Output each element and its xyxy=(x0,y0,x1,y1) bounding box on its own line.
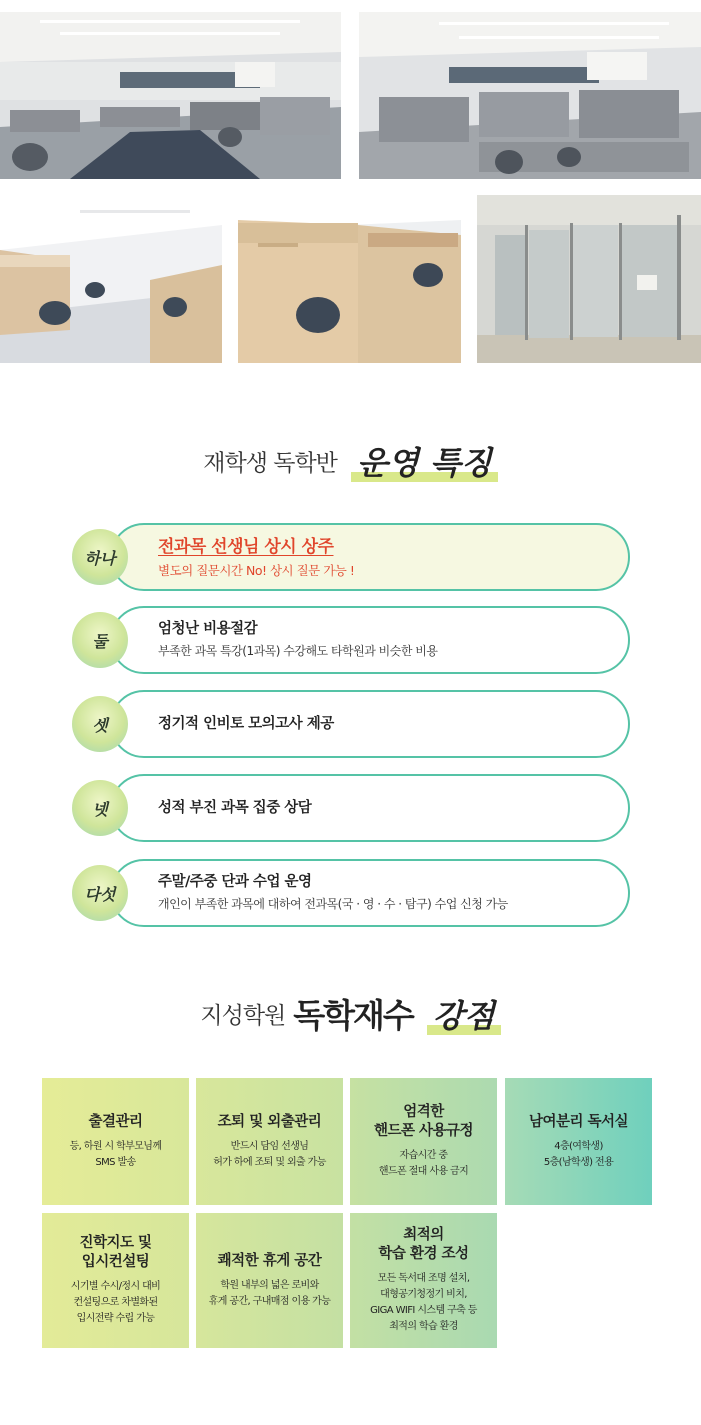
feature-subtitle: 별도의 질문시간 No! 상시 질문 가능 ! xyxy=(158,562,355,578)
strength-tile-environment xyxy=(350,1213,497,1348)
tile-title: 엄격한 핸드폰 사용규정 xyxy=(373,1104,474,1139)
strength-tile-separated-rooms xyxy=(505,1078,652,1205)
feature-badge: 하나 xyxy=(72,529,128,585)
tile-desc: 시기별 수시/정시 대비 컨설팅으로 차별화된 입시전략 수립 가능 xyxy=(70,1281,161,1324)
study-room-photo-3 xyxy=(0,195,222,363)
feature-title: 정기적 인비토 모의고사 제공 xyxy=(158,715,334,732)
strength-tile-consulting xyxy=(42,1213,189,1348)
heading-highlight: 강점 xyxy=(427,991,501,1037)
study-room-photo-1 xyxy=(0,12,341,179)
feature-subtitle: 개인이 부족한 과목에 대하여 전과목(국 · 영 · 수 · 탐구) 수업 신청 가능 xyxy=(158,897,508,911)
strength-tile-lounge xyxy=(196,1213,343,1348)
heading-prefix: 재학생 독학반 xyxy=(203,450,337,477)
tile-desc: 학원 내부의 넓은 로비와 휴게 공간, 구내매점 이용 가능 xyxy=(208,1279,331,1307)
tile-desc: 반드시 담임 선생님 허가 하에 조퇴 및 외출 가능 xyxy=(213,1140,326,1168)
study-room-photo-4 xyxy=(238,195,461,363)
entrance-glass-door-photo xyxy=(477,195,701,363)
tile-title: 출결관리 xyxy=(88,1113,143,1130)
feature-item-2 xyxy=(72,606,630,674)
tile-desc: 자습시간 중 핸드폰 절대 사용 금지 xyxy=(378,1150,469,1177)
tile-title: 쾌적한 휴게 공간 xyxy=(217,1252,322,1269)
heading-highlight: 운영 특징 xyxy=(351,438,498,484)
strengths-heading xyxy=(0,990,701,1037)
feature-item-5 xyxy=(72,859,630,927)
feature-subtitle: 부족한 과목 특강(1과목) 수강해도 타학원과 비슷한 비용 xyxy=(158,644,438,658)
operation-features-heading xyxy=(0,438,701,484)
study-room-photo-2 xyxy=(359,12,701,179)
tile-title: 조퇴 및 외출관리 xyxy=(217,1113,322,1130)
tile-desc: 등, 하원 시 학부모님께 SMS 발송 xyxy=(69,1140,162,1168)
feature-badge: 둘 xyxy=(72,612,128,668)
tile-title: 최적의 학습 환경 조성 xyxy=(378,1227,469,1262)
feature-badge: 넷 xyxy=(72,780,128,836)
tile-title: 남여분리 독서실 xyxy=(528,1113,629,1130)
strength-tile-leave xyxy=(196,1078,343,1205)
feature-item-3 xyxy=(72,690,630,758)
tile-desc: 4층(여학생) 5층(남학생) 전용 xyxy=(543,1140,614,1168)
feature-title: 주말/주중 단과 수업 운영 xyxy=(158,874,312,890)
feature-title: 성적 부진 과목 집중 상담 xyxy=(158,799,312,816)
feature-badge: 셋 xyxy=(72,696,128,752)
feature-title: 전과목 선생님 상시 상주 xyxy=(158,536,334,557)
tile-desc: 모든 독서대 조명 설치, 대형공기청정기 비치, GIGA WIFI 시스템 구축 등 최적의 학습 환경 xyxy=(370,1273,477,1332)
strength-tile-phone-rules xyxy=(350,1078,497,1205)
strength-tile-attendance xyxy=(42,1078,189,1205)
heading-prefix: 지성학원 xyxy=(200,1003,286,1029)
feature-badge: 다섯 xyxy=(72,865,128,921)
feature-item-4 xyxy=(72,774,630,842)
tile-title: 진학지도 및 입시컨설팅 xyxy=(79,1235,152,1270)
feature-item-1 xyxy=(72,523,630,591)
feature-title: 엄청난 비용절감 xyxy=(158,621,258,637)
heading-bold: 독학재수 xyxy=(293,996,413,1035)
